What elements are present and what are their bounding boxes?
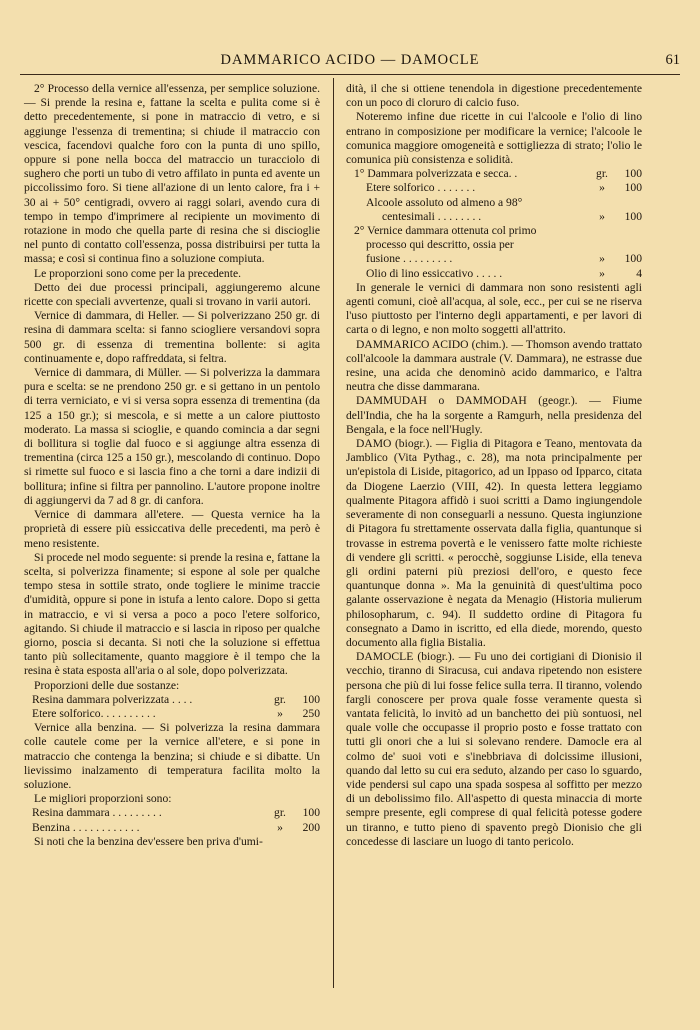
unit: gr. bbox=[274, 692, 286, 706]
paragraph: Noteremo infine due ricette in cui l'alcoole e l'olio di lino entrano in composizione per modificare la vernice; l'alcoole le comunica maggiore omogeneità e sottigliezza di strato; l'olio le comunica più consistenza e solidità. bbox=[346, 110, 642, 167]
recipe-row bbox=[346, 267, 642, 281]
page-header bbox=[20, 52, 680, 75]
paragraph: dità, il che si ottiene tenendola in digestione precedentemente con un poco di cloruro di calcio fuso. bbox=[346, 82, 642, 110]
quantity: 250 bbox=[302, 706, 320, 720]
unit: » bbox=[277, 706, 283, 720]
entry-dammudah: DAMMUDAH o DAMMODAH (geogr.). — Fiume dell'India, che ha la sorgente a Ramgurh, nella presidenza del Bengala, e la foce nell'Hugly. bbox=[346, 394, 642, 436]
paragraph: Le proporzioni sono come per la precedente. bbox=[34, 266, 241, 280]
quantity: 100 bbox=[624, 252, 642, 266]
unit: » bbox=[599, 181, 605, 195]
quantity: 100 bbox=[624, 209, 642, 223]
paragraph: Vernice di dammara, di Heller. — Si polverizzano 250 gr. di resina di dammara scelta: si fanno sciogliere versandovi sopra 500 gr. di essenza di trementina bollente: si agita continuamente e, dopo raffreddata, si feltra. bbox=[24, 309, 320, 365]
ingredient: 2° Vernice dammara ottenuta col primo bbox=[354, 224, 537, 238]
page-number: 61 bbox=[665, 52, 680, 68]
quantity: 100 bbox=[302, 692, 320, 706]
paragraph: Vernice alla benzina. — Si polverizza la resina dammara colle cautele come per la vernice all'etere, e si pone in matraccio che contenga la benzina; si chiude e si dibatte. Un lievissimo inalzamento di temperatura facilita molto la soluzione. bbox=[24, 721, 320, 791]
paragraph: 2° Processo della vernice all'essenza, per semplice soluzione. — Si prende la resina e, fattane la scelta e pulita come si è detto precedentemente, si pone in matraccio di vetro, e si aggiunge l'essenza di trementina; si chiude il matraccio con vescica, facendovi qualche foro con la punta di uno spillo, oppure si pone nella bocca del matraccio un turacciolo di sughero che porti un tubo di vetro affilato in punta ed avente un piccolissimo foro. Si tiene all'azione di un lento calore, fra i + 30 ai + 50° centigradi, ovvero ai raggi solari, avendo cura di tempo in tempo d'imprimere al recipiente un movimento di rotazione in modo che quella parte di resina che si discioglie nel punto di contatto coll'essenza, possa distribuirsi per tutta la massa; e così si continua fino a soluzione compiuta. bbox=[24, 82, 320, 266]
ingredient: Resina dammara . . . . . . . . . bbox=[32, 806, 162, 820]
ingredient: Olio di lino essiccativo . . . . . bbox=[366, 266, 503, 280]
ingredient: Resina dammara polverizzata . . . . bbox=[32, 692, 193, 706]
ingredient: Etere solforico. . . . . . . . . . bbox=[32, 706, 156, 720]
recipe-row bbox=[346, 167, 642, 181]
paragraph: Proporzioni delle due sostanze: bbox=[34, 678, 180, 692]
unit: » bbox=[277, 820, 283, 834]
paragraph: In generale le vernici di dammara non sono resistenti agli agenti comuni, cioè all'acqua, al sole, ecc., per cui se ne riserva l'uso piuttosto per l'interno degli appartamenti, e per lavori di carta o di legno, e non molto soggetti all'attrito. bbox=[346, 280, 642, 337]
recipe-row bbox=[24, 707, 320, 721]
unit: gr. bbox=[596, 167, 608, 181]
paragraph: Vernice di dammara all'etere. — Questa vernice ha la proprietà di essere più essiccativa delle precedenti, ma però è meno resistente. bbox=[24, 508, 320, 550]
entry-dammarico-acido: DAMMARICO ACIDO (chim.). — Thomson avendo trattato coll'alcoole la dammara australe (V. Dammara), ne estrasse due resine, una acida che denominò acido dammarico, e l'altra neutra che disse dammarana. bbox=[346, 337, 642, 394]
quantity: 100 bbox=[302, 806, 320, 820]
paragraph: Si procede nel modo seguente: si prende la resina e, fattane la scelta, si polverizza finamente; si espone al sole per qualche tempo stesa in sottile strato, onde togliere le minime traccie d'umidità, oppure si pone in istufa a lento calore. Dopo si getta in matraccio, e vi si versa a poco a poco l'etere solforico, agitando. Si chiude il matraccio e si lascia in riposo per qualche giorno, poscia si decanta. Si noti che la soluzione si effettua tanto più sollecitamente, quanto maggiore è il tempo che la resina è stata esposta all'aria o al sole, dopo polverizzata. bbox=[24, 550, 320, 678]
ingredient: centesimali . . . . . . . . bbox=[382, 209, 482, 223]
quantity: 4 bbox=[636, 266, 642, 280]
unit: » bbox=[599, 209, 605, 223]
ingredient: Alcoole assoluto od almeno a 98° bbox=[366, 195, 523, 209]
ingredient: Benzina . . . . . . . . . . . . bbox=[32, 820, 140, 834]
unit: » bbox=[599, 266, 605, 280]
unit: » bbox=[599, 252, 605, 266]
recipe-row bbox=[24, 821, 320, 835]
recipe-row bbox=[346, 252, 642, 266]
quantity: 100 bbox=[624, 167, 642, 181]
recipe-row bbox=[346, 210, 642, 224]
ingredient: Etere solforico . . . . . . . bbox=[366, 181, 476, 195]
recipe-row bbox=[24, 806, 320, 820]
paragraph: Le migliori proporzioni sono: bbox=[34, 792, 172, 806]
column-divider bbox=[333, 78, 334, 988]
quantity: 200 bbox=[302, 820, 320, 834]
running-head: DAMMARICO ACIDO — DAMOCLE bbox=[220, 52, 480, 68]
entry-damocle: DAMOCLE (biogr.). — Fu uno dei cortigiani di Dionisio il vecchio, tiranno di Siracusa, cui andava ripetendo non esistere persona che più di lui fosse felice sulla terra. Il tiranno, volendo fargli conoscere per prova quale fosse veramente questa sì vantata felicità, lo invitò ad un banchetto dei più sontuosi, nel quale volle che occupasse il proprio posto e fosse trattato con tutti gli onori che a lui si solevano rendere. Damocle era al colmo de' suoi voti e s'inebbriava di dolcissime illusioni, quando dal letto su cui era seduto, alzando per caso lo sguardo, vide pendersi sul capo una spada sospesa al soffitto per mezzo di un debolissimo filo. All'aspetto di questa minaccia di morte sempre presente, egli comprese di qual felicità potesse godere un tiranno, e tutto pieno di spavento pregò Dionisio che gli concedesse di lasciare un luogo di tanto pericolo. bbox=[346, 650, 642, 848]
left-column bbox=[24, 82, 320, 849]
unit: gr. bbox=[274, 806, 286, 820]
recipe-row bbox=[24, 693, 320, 707]
paragraph: Si noti che la benzina dev'essere ben priva d'umi- bbox=[34, 834, 263, 848]
quantity: 100 bbox=[624, 181, 642, 195]
ingredient: processo qui descritto, ossia per bbox=[366, 238, 514, 252]
paragraph: Vernice di dammara, di Müller. — Si polverizza la dammara pura e scelta: se ne prendono 250 gr. e si gettano in un pentolo di terra verniciato, e vi si versa sopra essenza di trementina (da 125 a 150 gr.); si mescola, e si mette a un calore piuttosto moderato. La massa si scioglie, e quando comincia a dar segni di bollitura si toglie dal fuoco e si aggiunge altra essenza di trementina (circa 125 a 150 gr.), mescolando di continuo. Dopo si rimette sul fuoco e si lascia fino a che torni a dare indizii di bollitura; infine si filtra per pannolino. L'autore propone inoltre di aggiungervi da 7 ad 8 gr. di canfora. bbox=[24, 366, 320, 507]
recipe-row bbox=[346, 181, 642, 195]
right-column bbox=[346, 82, 642, 849]
entry-damo: DAMO (biogr.). — Figlia di Pitagora e Teano, mentovata da Jamblico (Vita Pythag., c. 28), ma nota principalmente per un'epistola di Liside, pitagorico, ad un Ippaso od Ipparco, citata da Diogene Laerzio (VIII, 42). In questa lettera leggiamo qualmente Pitagora affidò i suoi scritti a Damo ingiungendole severamente di non conseguarli a nessuno. Questa ingiunzione di Pitagora fu strettamente osservata dalla figlia, quantunque si trovasse in estrema povertà e le venissero fatte molte richieste di vendere gli scritti. « perocchè, soggiunse Liside, ella teneva gli ordini paterni più preziosi dell'oro, e questo fece quantunque donna ». Ma la genuinità di quest'ultima poco galante osservazione è negata da Menagio (Historia mulierum philosopharum, c. 94). Il suddetto ordine di Pitagora fu consegnato a Damo in iscritto, ed ella diede, morendo, questo documento alla figlia Bistalia. bbox=[346, 437, 642, 649]
ingredient: 1° Dammara polverizzata e secca. . bbox=[354, 167, 518, 181]
paragraph: Detto dei due processi principali, aggiungeremo alcune ricette con speciali avvertenze, quali si trovano in varii autori. bbox=[24, 280, 320, 309]
ingredient: fusione . . . . . . . . . bbox=[366, 252, 453, 266]
